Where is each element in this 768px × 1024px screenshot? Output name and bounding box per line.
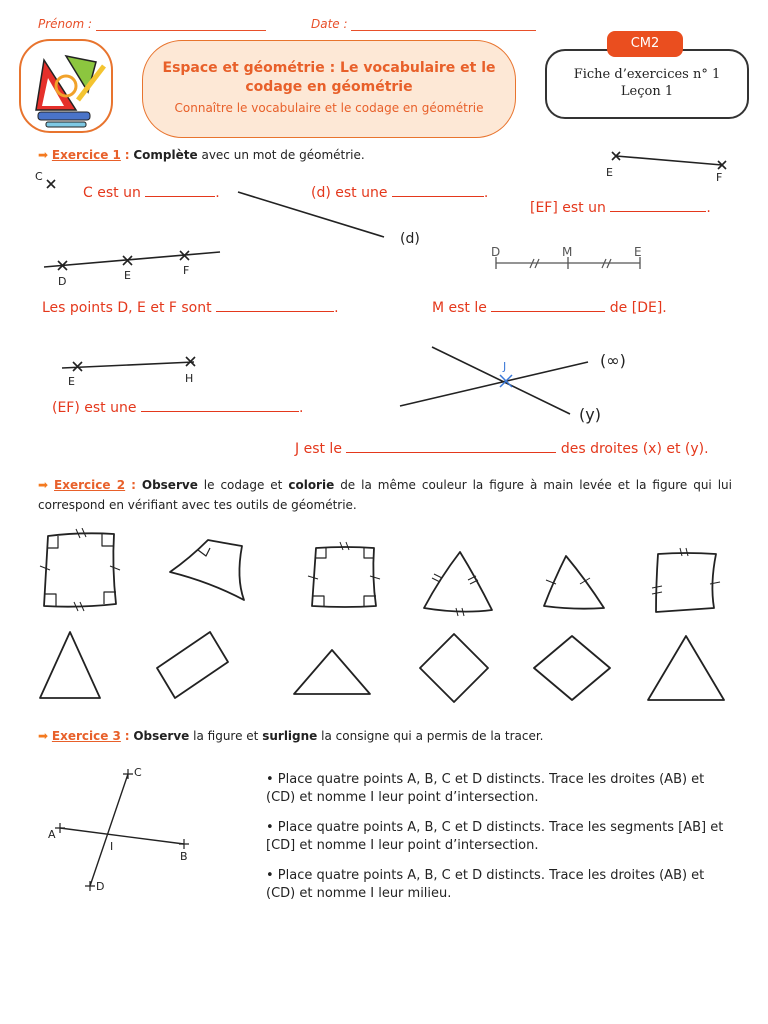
option-1[interactable]: • Place quatre points A, B, C et D distincts. Trace les droites (AB) et (CD) et nomme I leur point d’intersection. [266, 772, 705, 805]
question-c-text: C est un [83, 185, 141, 201]
title-line-1: Espace et géométrie : Le vocabulaire et le [162, 60, 496, 76]
question-ef-segment [530, 198, 711, 216]
exercise-2-colon: : [131, 478, 136, 492]
freehand-quadrilateral[interactable] [652, 548, 720, 612]
prenom-label: Prénom : [38, 17, 93, 31]
question-d-end: . [483, 185, 489, 201]
label-dd: D [491, 245, 501, 259]
option-2[interactable]: • Place quatre points A, B, C et D distincts. Trace les segments [AB] et [CD] et nomme I leur point d’intersection. [266, 820, 724, 853]
precise-square[interactable] [420, 634, 488, 702]
label-y-line: (y) [579, 405, 601, 424]
question-ef-text: [EF] est un [530, 200, 606, 216]
question-def-end: . [334, 300, 339, 316]
exercise-2-mid: le codage et [203, 478, 283, 492]
exercise-1-colon: : [124, 148, 130, 162]
option-3[interactable]: • Place quatre points A, B, C et D distincts. Trace les droites (AB) et (CD) et nomme I leur milieu. [266, 868, 705, 901]
question-ef-line [52, 398, 303, 416]
precise-rhombus[interactable] [534, 636, 610, 700]
exercise-2-figures [30, 528, 738, 708]
fiche-box [545, 49, 749, 119]
freehand-triangle-equilateral[interactable] [424, 552, 492, 616]
exercise-2-heading [38, 475, 732, 515]
subtitle: Connaître le vocabulaire et le codage en géométrie [174, 101, 484, 115]
label-d-line: (d) [400, 231, 420, 247]
date-line [351, 18, 536, 31]
question-c [83, 183, 220, 201]
arrow-icon: ➡ [38, 478, 49, 492]
exercise-1-label: Exercice 1 [51, 148, 121, 162]
question-def [42, 298, 339, 316]
prenom-line [96, 18, 266, 31]
question-c-end: . [215, 185, 220, 201]
exercise-3-colon: : [124, 729, 130, 743]
answer-ef-segment[interactable] [610, 198, 706, 212]
label-ee: E [634, 245, 642, 259]
answer-c[interactable] [145, 183, 215, 197]
title-line-2: codage en géométrie [245, 79, 413, 95]
exercise-3-instruction: la consigne qui a permis de la tracer. [321, 729, 544, 743]
freehand-triangle-isosceles[interactable] [544, 556, 604, 609]
label-f2: F [183, 264, 190, 277]
exercise-2-instruction: de la même couleur la figure à main levée et la figure qui lui correspond en vérifiant avec tes outils de géométrie. [38, 478, 732, 512]
label-b: B [180, 850, 188, 863]
question-j [295, 439, 709, 457]
question-d [311, 183, 488, 201]
label-j: J [503, 360, 507, 373]
label-f1: F [716, 171, 723, 184]
label-i: I [110, 840, 114, 853]
precise-triangle-equilateral[interactable] [648, 636, 724, 700]
question-efline-text: (EF) est une [52, 400, 137, 416]
label-c: C [35, 170, 43, 183]
exercise-1-verb: Complète [133, 148, 198, 162]
freehand-triangle-right[interactable] [170, 540, 244, 600]
exercise-2-verb-2: colorie [288, 478, 335, 492]
fiche-number: Fiche d’exercices n° 1 [573, 67, 721, 82]
freehand-square-1[interactable] [40, 528, 120, 611]
answer-d[interactable] [392, 183, 484, 197]
label-d2: D [58, 275, 67, 288]
question-m [432, 298, 667, 316]
exercise-2-verb-1: Observe [141, 478, 198, 492]
question-def-text: Les points D, E et F sont [42, 300, 212, 316]
label-e3: E [68, 375, 75, 388]
question-j-end: des droites (x) et (y). [560, 441, 709, 457]
precise-triangle-right[interactable] [294, 650, 370, 694]
arrow-icon: ➡ [38, 148, 49, 162]
label-x-line: (∞) [600, 351, 626, 370]
label-e1: E [606, 166, 613, 179]
exercise-3-verb-1: Observe [133, 729, 190, 743]
exercise-3-label: Exercice 3 [51, 729, 121, 743]
answer-ef-line[interactable] [141, 398, 299, 412]
label-mm: M [562, 245, 573, 259]
exercise-1-instruction: avec un mot de géométrie. [201, 148, 365, 162]
date-field[interactable] [311, 17, 536, 31]
exercise-3-mid: la figure et [193, 729, 259, 743]
question-efline-end: . [298, 400, 304, 416]
question-j-text: J est le [295, 441, 342, 457]
question-m-text: M est le [432, 300, 487, 316]
title-box [142, 40, 516, 138]
prenom-field[interactable] [38, 17, 266, 31]
question-m-end: de [DE]. [609, 300, 667, 316]
answer-m[interactable] [491, 298, 605, 312]
precise-rectangle[interactable] [157, 632, 228, 698]
lecon-number: Leçon 1 [620, 84, 674, 99]
exercise-2-label: Exercice 2 [54, 478, 126, 492]
question-d-text: (d) est une [311, 185, 388, 201]
exercise-3-verb-2: surligne [262, 729, 318, 743]
precise-triangle-isosceles[interactable] [40, 632, 100, 698]
answer-j[interactable] [346, 439, 556, 453]
label-h3: H [185, 372, 194, 385]
freehand-square-2[interactable] [308, 542, 380, 607]
date-label: Date : [311, 17, 348, 31]
answer-def[interactable] [216, 298, 334, 312]
label-a: A [48, 828, 56, 841]
geometry-logo [18, 38, 114, 134]
label-c: C [134, 766, 142, 779]
exercise-3-figure [40, 760, 230, 900]
question-ef-end: . [706, 200, 711, 216]
level-badge: CM2 [607, 31, 683, 57]
label-d: D [96, 880, 105, 893]
arrow-icon: ➡ [38, 729, 49, 743]
label-e2: E [124, 269, 131, 282]
exercise-3-heading [38, 729, 544, 743]
